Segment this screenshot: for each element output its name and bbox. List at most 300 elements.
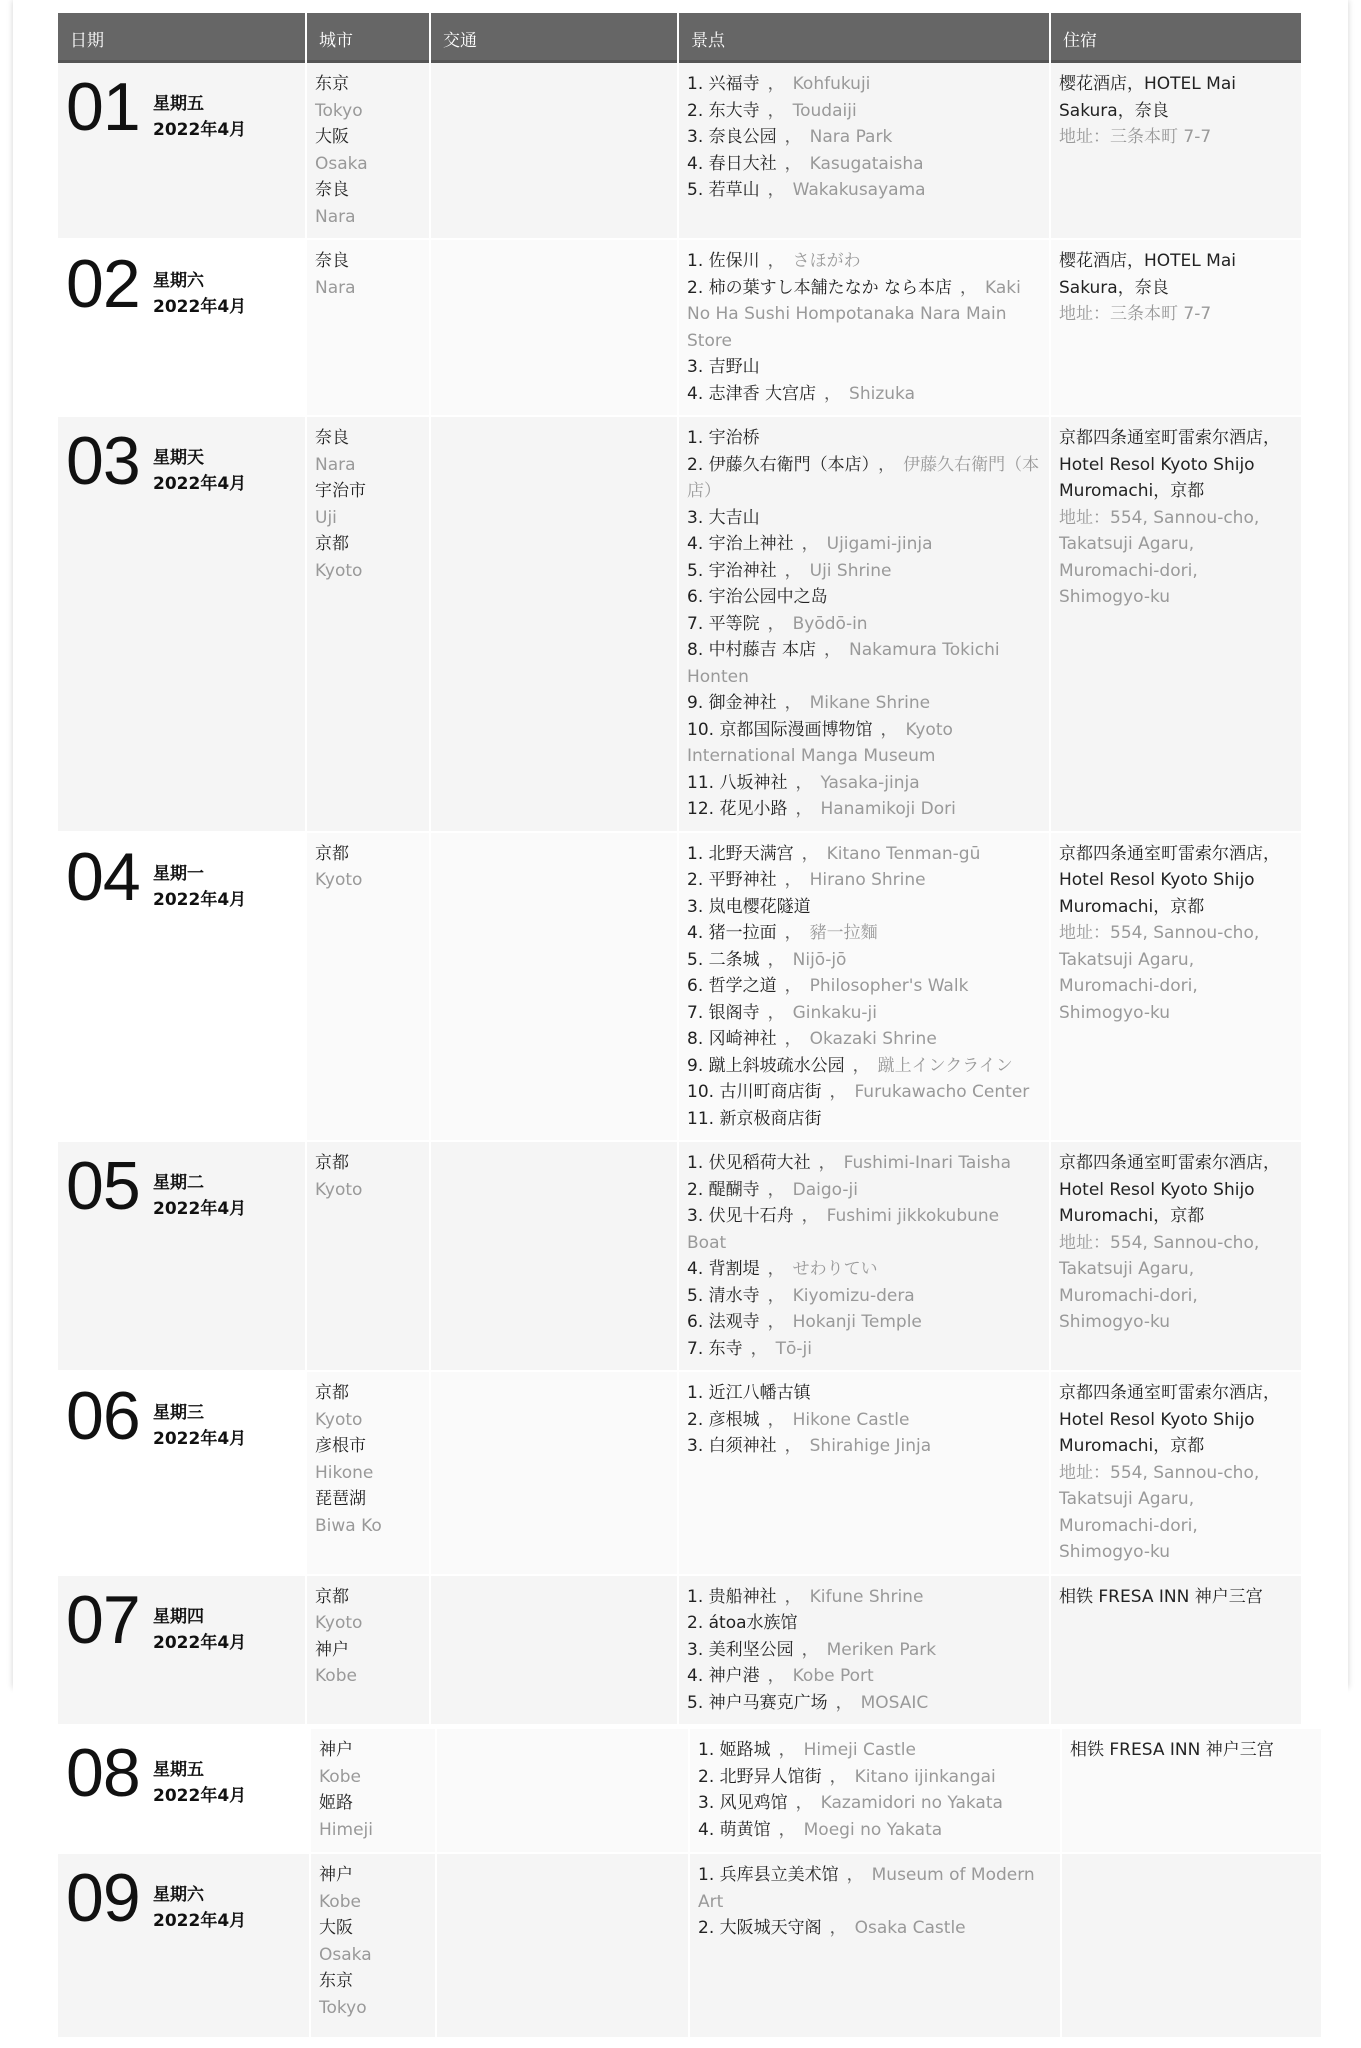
spot-name-zh: 1. 贵船神社 (687, 1586, 777, 1607)
spot-name-en: Kiyomizu-dera (792, 1285, 915, 1306)
transport-cell (430, 832, 678, 1142)
hotel-name: 京都四条通室町雷索尔酒店，Hotel Resol Kyoto Shijo Muromachi，京都 (1059, 843, 1280, 917)
spot-name-zh: 1. 北野天满宫 (687, 843, 794, 864)
month-label: 2022年4月 (153, 474, 247, 494)
spot-name-zh: 7. 银阁寺 (687, 1002, 760, 1023)
list-item (687, 531, 1041, 558)
spot-list (679, 833, 1049, 1141)
list-item (687, 151, 1041, 178)
spots-cell (678, 1575, 1050, 1726)
city-name-zh: 彦根市 (315, 1436, 366, 1456)
list-item (687, 71, 1041, 98)
spot-name-zh: 4. 猪一拉面 (687, 923, 777, 943)
header-city: 城市 (306, 13, 430, 63)
month-label: 2022年4月 (153, 120, 247, 140)
date-cell (58, 1575, 306, 1726)
hotel-cell (1050, 1141, 1302, 1371)
spot-name-zh: 7. 东寺 (687, 1338, 743, 1359)
list-item (698, 1764, 1052, 1791)
spot-separator: ， (778, 1740, 796, 1760)
day-number: 08 (66, 1735, 140, 1811)
date-cell (58, 239, 306, 416)
table-row (58, 239, 1302, 416)
spot-name-zh: 2. 伊藤久右衛門（本店） (687, 454, 871, 475)
date-block (58, 417, 305, 830)
table-row (58, 1853, 1322, 2038)
spot-name-en: Kaki No Ha Sushi Hompotanaka Nara Main Store (687, 277, 1021, 351)
city-name-en: Kobe (319, 1891, 361, 1912)
spots-cell (678, 416, 1050, 832)
spot-name-en: Furukawacho Center (854, 1082, 1030, 1102)
header-spots: 景点 (678, 13, 1050, 63)
spot-separator: ， (767, 613, 785, 634)
spot-name-zh: 5. 清水寺 (687, 1285, 760, 1306)
city-name-zh: 大阪 (319, 1918, 353, 1938)
list-item (687, 1203, 1041, 1256)
city-name-zh: 姬路 (319, 1793, 353, 1813)
list-item (687, 611, 1041, 638)
city-list (307, 63, 429, 238)
month-label: 2022年4月 (153, 1632, 247, 1653)
transport-cell (430, 239, 678, 416)
hotel-address: 地址：554, Sannou-cho, Takatsuji Agaru, Muromachi-dori, Shimogyo-ku (1059, 1462, 1260, 1562)
spot-separator: ， (767, 180, 785, 200)
list-item (698, 1862, 1052, 1915)
list-item (687, 1690, 1041, 1717)
spot-separator: ， (795, 772, 813, 793)
spot-name-en: Kazamidori no Yakata (820, 1793, 1003, 1813)
hotel-cell (1050, 832, 1302, 1142)
spot-list (679, 63, 1049, 212)
city-name-en: Biwa Ko (315, 1515, 382, 1536)
spots-cell (678, 63, 1050, 239)
spot-name-en: Moegi no Yakata (803, 1819, 943, 1840)
spot-name-zh: 1. 佐保川 (687, 251, 760, 271)
hotel-info (1051, 240, 1301, 336)
spot-separator: ， (767, 1409, 785, 1430)
city-name-zh: 东京 (319, 1971, 353, 1991)
hotel-address: 地址：三条本町 7-7 (1059, 304, 1212, 324)
spot-name-en: Hikone Castle (792, 1409, 910, 1430)
spot-name-zh: 3. 岚电樱花隧道 (687, 896, 811, 917)
spot-name-en: Kitano Tenman-gū (826, 843, 981, 864)
city-name-zh: 京都 (315, 1586, 349, 1607)
city-name-en: Himeji (319, 1819, 373, 1840)
city-name-en: Hikone (315, 1462, 374, 1483)
spot-separator: ， (846, 1865, 864, 1885)
spot-name-zh: 4. 萌黄馆 (698, 1819, 771, 1840)
list-item (687, 690, 1041, 717)
city-list (307, 1576, 429, 1698)
spot-name-en: Toudaiji (792, 100, 857, 121)
header-hotel: 住宿 (1050, 13, 1302, 63)
spot-name-zh: 8. 中村藤吉 本店 (687, 640, 817, 660)
city-name-zh: 神户 (319, 1865, 353, 1885)
spot-separator: ， (784, 127, 802, 147)
table-row (58, 1729, 1322, 1853)
day-number: 01 (66, 69, 140, 145)
spot-separator: ， (767, 1312, 785, 1332)
spot-separator: ， (767, 74, 785, 94)
city-name-en: Kyoto (315, 1613, 363, 1633)
spot-name-zh: 2. 大阪城天守阁 (698, 1918, 822, 1938)
list-item (687, 770, 1041, 797)
city-name-en: Kyoto (315, 1409, 363, 1430)
month-label: 2022年4月 (153, 1911, 247, 1931)
list-item (687, 584, 1041, 611)
hotel-cell (1050, 239, 1302, 416)
spot-name-en: Kohfukuji (792, 74, 871, 94)
spot-separator: ， (801, 534, 819, 554)
hotel-info (1051, 63, 1301, 159)
spot-name-zh: 1. 兴福寺 (687, 74, 760, 94)
spots-cell (678, 832, 1050, 1142)
hotel-info (1051, 1142, 1301, 1344)
weekday-label: 星期三 (153, 1403, 204, 1423)
spot-name-zh: 2. 醍醐寺 (687, 1179, 760, 1200)
spot-name-zh: 4. 神户港 (687, 1666, 760, 1686)
city-name-zh: 京都 (315, 843, 349, 864)
city-cell (306, 1141, 430, 1371)
list-item (687, 637, 1041, 690)
table-row (58, 1575, 1302, 1726)
hotel-cell (1050, 1371, 1302, 1575)
list-item (687, 1380, 1041, 1407)
city-list (311, 1729, 435, 1851)
spot-name-en: Hirano Shrine (809, 870, 926, 890)
list-item (687, 867, 1041, 894)
city-list (307, 833, 429, 902)
spot-separator: ， (852, 1055, 870, 1076)
city-name-en: Tokyo (315, 100, 363, 121)
hotel-cell (1061, 1729, 1322, 1853)
spot-separator: ， (818, 1153, 836, 1173)
list-item (687, 354, 1041, 381)
hotel-name: 樱花酒店，HOTEL Mai Sakura，奈良 (1059, 74, 1236, 121)
date-block (58, 1854, 309, 2037)
spot-name-en: Tō-ji (775, 1338, 812, 1359)
list-item (687, 381, 1041, 408)
list-item (687, 1407, 1041, 1434)
list-item (687, 1079, 1041, 1106)
spot-name-en: Ujigami-jinja (826, 534, 933, 554)
spot-name-en: Philosopher's Walk (809, 976, 969, 996)
spot-name-en: Kobe Port (792, 1666, 874, 1686)
spot-name-zh: 1. 兵库县立美术馆 (698, 1865, 839, 1885)
spot-separator: ， (829, 1918, 847, 1938)
spot-name-en: Museum of Modern Art (698, 1865, 1035, 1912)
list-item (687, 841, 1041, 868)
list-item (687, 1283, 1041, 1310)
itinerary-table (58, 13, 1303, 1726)
spot-name-zh: 8. 冈崎神社 (687, 1029, 777, 1049)
spot-name-zh: 3. 伏见十石舟 (687, 1206, 794, 1226)
day-number: 04 (66, 838, 140, 915)
list-item (698, 1737, 1052, 1764)
list-item (687, 98, 1041, 125)
date-block (58, 63, 305, 235)
city-cell (306, 239, 430, 416)
spot-separator: ， (795, 1793, 813, 1813)
header-date: 日期 (58, 13, 306, 63)
spot-name-en: Fushimi jikkokubune Boat (687, 1206, 1000, 1253)
spot-name-zh: 3. 大吉山 (687, 507, 760, 528)
city-name-en: Kobe (315, 1666, 357, 1686)
spot-separator: ， (750, 1338, 768, 1359)
spot-separator: ， (784, 1436, 802, 1456)
day-number: 07 (66, 1581, 140, 1658)
spot-separator: ， (767, 1002, 785, 1023)
city-list (307, 240, 429, 309)
city-name-en: Nara (315, 277, 356, 298)
city-name-zh: 奈良 (315, 428, 349, 448)
spot-name-zh: 3. 吉野山 (687, 357, 760, 377)
weekday-label: 星期五 (153, 1760, 204, 1780)
spot-separator: ， (767, 1285, 785, 1306)
city-list (311, 1854, 435, 2029)
transport-cell (436, 1853, 689, 2038)
hotel-cell (1050, 63, 1302, 239)
day-number: 02 (66, 246, 140, 322)
spot-name-zh: 7. 平等院 (687, 613, 760, 634)
spot-name-en: Hokanji Temple (792, 1312, 922, 1332)
spot-name-zh: 3. 风见鸡馆 (698, 1793, 788, 1813)
list-item (687, 1150, 1041, 1177)
hotel-name: 相铁 FRESA INN 神户三宫 (1070, 1740, 1274, 1760)
date-block (58, 833, 305, 1139)
spot-name-zh: 2. átoa水族馆 (687, 1613, 798, 1633)
city-cell (310, 1729, 436, 1853)
list-item (698, 1915, 1052, 1942)
spot-name-zh: 4. 背割堤 (687, 1259, 760, 1279)
hotel-cell (1050, 416, 1302, 832)
hotel-address: 地址：554, Sannou-cho, Takatsuji Agaru, Muromachi-dori, Shimogyo-ku (1059, 507, 1260, 607)
spot-separator: ， (778, 1819, 796, 1840)
list-item (687, 1309, 1041, 1336)
city-list (307, 417, 429, 592)
day-number: 03 (66, 423, 140, 499)
city-name-zh: 大阪 (315, 127, 349, 147)
spot-list (690, 1729, 1060, 1851)
month-label: 2022年4月 (153, 1786, 247, 1806)
spot-name-zh: 2. 北野异人馆街 (698, 1766, 822, 1787)
spot-list (690, 1854, 1060, 1950)
spots-cell (678, 1141, 1050, 1371)
date-block (58, 1142, 305, 1342)
spot-name-zh: 5. 若草山 (687, 180, 760, 200)
city-name-en: Nara (315, 454, 356, 475)
spot-name-en: Kasugataisha (809, 153, 924, 174)
spot-separator: ， (835, 1692, 853, 1713)
transport-cell (436, 1729, 689, 1853)
spot-separator: ， (784, 153, 802, 174)
weekday-label: 星期五 (153, 94, 204, 114)
spot-name-en: Mikane Shrine (809, 693, 931, 713)
date-cell (58, 63, 306, 239)
spots-cell (678, 1371, 1050, 1575)
spot-list (679, 1372, 1049, 1468)
spot-separator: ， (784, 870, 802, 890)
hotel-cell (1061, 1853, 1322, 2038)
hotel-info (1051, 833, 1301, 1035)
table-row (58, 1141, 1302, 1371)
weekday-label: 星期六 (153, 1885, 204, 1905)
hotel-name: 京都四条通室町雷索尔酒店，Hotel Resol Kyoto Shijo Muromachi，京都 (1059, 1153, 1280, 1226)
city-list (307, 1142, 429, 1211)
spot-name-zh: 10. 古川町商店街 (687, 1082, 822, 1102)
spot-name-zh: 6. 宇治公园中之岛 (687, 587, 828, 607)
spot-name-zh: 1. 伏见稻荷大社 (687, 1153, 811, 1173)
date-block (58, 1372, 305, 1572)
spot-separator: ， (784, 693, 802, 713)
spot-name-en: Nijō-jō (792, 949, 847, 970)
hotel-name: 京都四条通室町雷索尔酒店，Hotel Resol Kyoto Shijo Muromachi，京都 (1059, 428, 1280, 501)
spot-name-zh: 5. 神户马赛克广场 (687, 1692, 828, 1713)
hotel-name: 京都四条通室町雷索尔酒店，Hotel Resol Kyoto Shijo Muromachi，京都 (1059, 1383, 1280, 1456)
month-label: 2022年4月 (153, 1429, 247, 1449)
spot-name-zh: 4. 志津香 大宫店 (687, 383, 817, 404)
date-cell (58, 1371, 306, 1575)
city-name-en: Uji (315, 507, 337, 528)
spot-name-zh: 3. 美利坚公园 (687, 1639, 794, 1660)
list-item (687, 505, 1041, 532)
date-block (58, 1576, 305, 1722)
spot-name-zh: 3. 白须神社 (687, 1436, 777, 1456)
spot-name-zh: 2. 彦根城 (687, 1409, 760, 1430)
spot-separator: ， (784, 560, 802, 581)
spot-list (679, 1142, 1049, 1370)
spot-name-zh: 1. 宇治桥 (687, 428, 760, 448)
list-item (687, 947, 1041, 974)
list-item (687, 248, 1041, 275)
spot-name-en: Himeji Castle (803, 1740, 916, 1760)
spot-name-en: 伊藤久右衛門（本店） (687, 454, 1040, 501)
spot-separator: ， (801, 843, 819, 864)
city-cell (306, 1575, 430, 1726)
city-name-zh: 宇治市 (315, 481, 366, 501)
city-name-zh: 奈良 (315, 251, 349, 271)
spot-name-zh: 5. 二条城 (687, 949, 760, 970)
spots-cell (678, 239, 1050, 416)
spot-name-zh: 11. 新京极商店街 (687, 1108, 822, 1129)
spot-separator: ， (784, 1586, 802, 1607)
spot-separator: ， (767, 100, 785, 121)
spot-name-en: Daigo-ji (792, 1179, 858, 1200)
date-cell (58, 832, 306, 1142)
spot-name-en: 蹴上インクライン (877, 1055, 1013, 1076)
list-item (687, 973, 1041, 1000)
spot-name-zh: 10. 京都国际漫画博物馆 (687, 719, 873, 740)
spot-name-en: Shirahige Jinja (809, 1436, 932, 1456)
list-item (687, 1637, 1041, 1664)
city-cell (306, 832, 430, 1142)
spot-separator: ， (880, 719, 898, 740)
spots-cell (689, 1729, 1061, 1853)
city-list (307, 1372, 429, 1547)
spot-name-en: MOSAIC (860, 1692, 929, 1713)
city-cell (306, 1371, 430, 1575)
spot-name-zh: 12. 花见小路 (687, 799, 788, 819)
spot-name-en: Shizuka (849, 383, 915, 404)
spot-name-zh: 9. 蹴上斜坡疏水公园 (687, 1055, 845, 1076)
spot-separator: ， (829, 1766, 847, 1787)
spot-name-en: Hanamikoji Dori (820, 799, 956, 819)
hotel-info (1062, 1854, 1321, 1870)
spot-name-en: Okazaki Shrine (809, 1029, 937, 1049)
spot-name-zh: 6. 法观寺 (687, 1312, 760, 1332)
hotel-info (1051, 417, 1301, 619)
spot-name-zh: 2. 柿の葉すし本舗たなか なら本店 (687, 277, 953, 298)
list-item (687, 177, 1041, 204)
list-item (687, 1053, 1041, 1080)
month-label: 2022年4月 (153, 889, 247, 910)
spot-name-en: Ginkaku-ji (792, 1002, 877, 1023)
list-item (687, 558, 1041, 585)
weekday-label: 星期一 (153, 863, 204, 884)
spot-name-zh: 1. 近江八幡古镇 (687, 1383, 811, 1403)
spot-separator: ， (767, 949, 785, 970)
list-item (687, 1433, 1041, 1460)
table-row (58, 1371, 1302, 1575)
spot-separator: ， (829, 1082, 847, 1102)
spot-name-zh: 6. 哲学之道 (687, 976, 777, 996)
spot-name-en: Yasaka-jinja (820, 772, 920, 793)
spot-name-en: せわりてい (792, 1259, 878, 1279)
city-name-zh: 东京 (315, 74, 349, 94)
city-name-en: Kyoto (315, 870, 363, 890)
spot-name-en: 豬一拉麵 (809, 923, 878, 943)
list-item (687, 796, 1041, 823)
spot-separator: ， (801, 1639, 819, 1660)
spot-name-en: Kifune Shrine (809, 1586, 924, 1607)
hotel-address: 地址：554, Sannou-cho, Takatsuji Agaru, Muromachi-dori, Shimogyo-ku (1059, 923, 1260, 1023)
spot-name-zh: 3. 奈良公园 (687, 127, 777, 147)
spot-separator: ， (784, 976, 802, 996)
city-name-zh: 奈良 (315, 180, 349, 200)
spot-name-en: Nara Park (809, 127, 893, 147)
weekday-label: 星期四 (153, 1606, 204, 1627)
day-number: 06 (66, 1378, 140, 1454)
spot-separator: ， (767, 1179, 785, 1200)
city-cell (306, 416, 430, 832)
hotel-name: 相铁 FRESA INN 神户三宫 (1059, 1586, 1263, 1607)
city-cell (306, 63, 430, 239)
spot-name-zh: 9. 御金神社 (687, 693, 777, 713)
list-item (687, 920, 1041, 947)
city-cell (310, 1853, 436, 2038)
spot-name-zh: 2. 平野神社 (687, 870, 777, 890)
list-item (687, 717, 1041, 770)
itinerary-table-continued (58, 1729, 1323, 2039)
city-name-en: Tokyo (319, 1997, 367, 2018)
spot-name-en: さほがわ (792, 251, 861, 271)
list-item (687, 894, 1041, 921)
spot-separator: ， (824, 383, 842, 404)
spots-cell (689, 1853, 1061, 2038)
spot-list (679, 240, 1049, 415)
date-cell (58, 1141, 306, 1371)
list-item (687, 1000, 1041, 1027)
city-name-zh: 琵琶湖 (315, 1489, 366, 1509)
spot-name-zh: 1. 姬路城 (698, 1740, 771, 1760)
header-transport: 交通 (430, 13, 678, 63)
spot-name-zh: 5. 宇治神社 (687, 560, 777, 581)
spot-list (679, 417, 1049, 831)
spot-name-en: Kitano ijinkangai (854, 1766, 996, 1787)
list-item (687, 1584, 1041, 1611)
list-item (687, 425, 1041, 452)
spot-list (679, 1576, 1049, 1725)
